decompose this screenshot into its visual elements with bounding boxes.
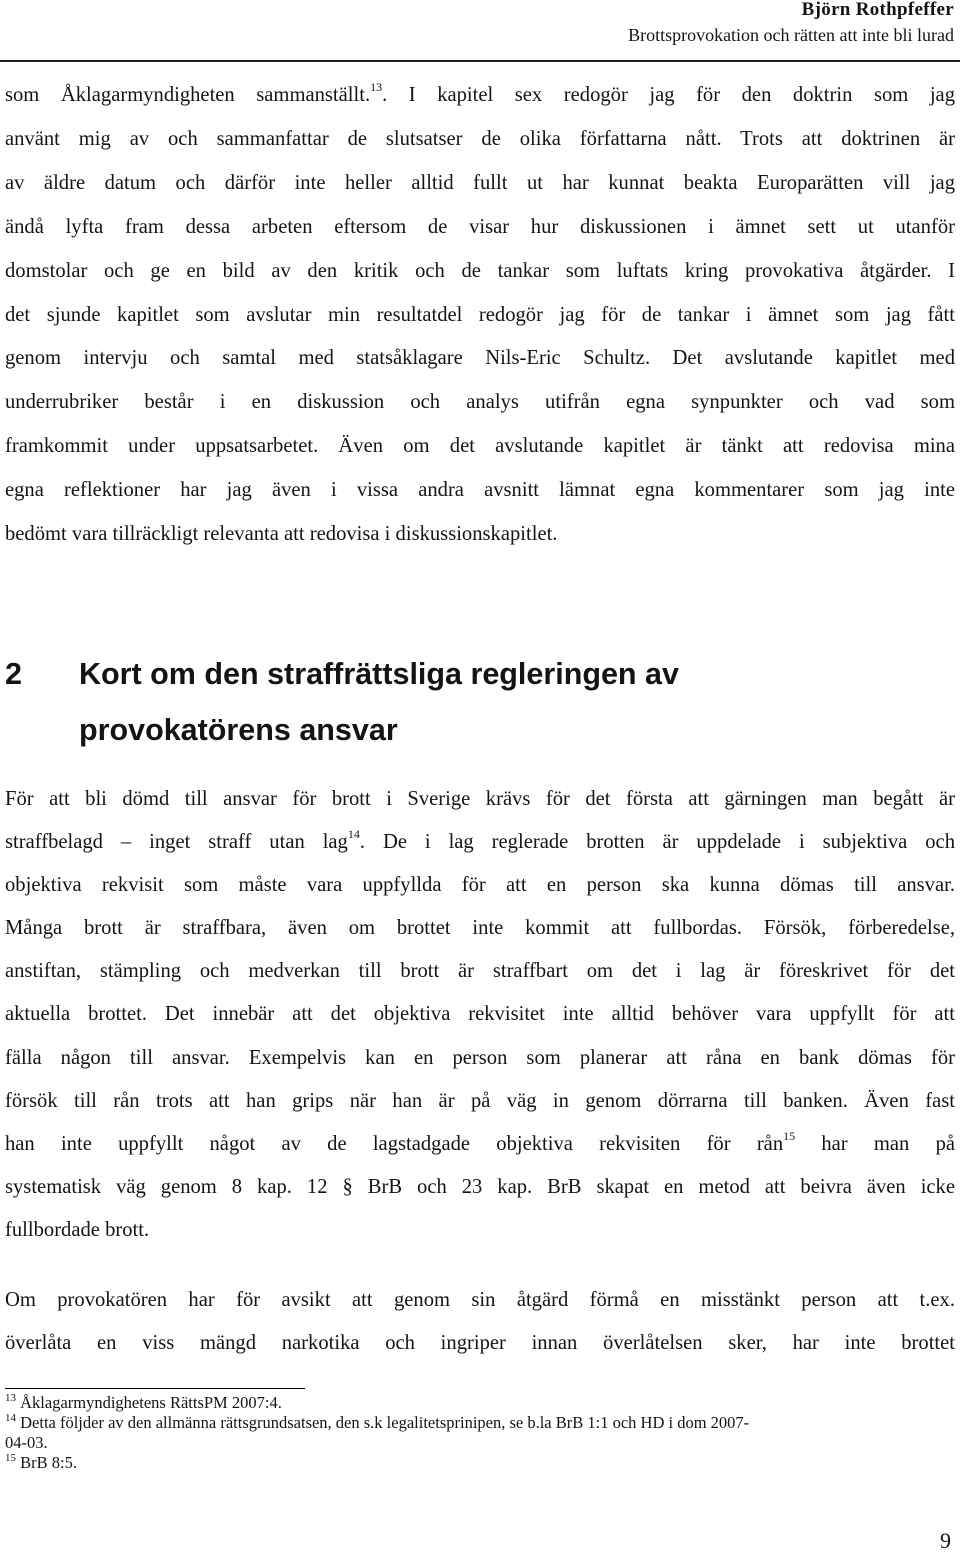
footnotes bbox=[5, 1393, 955, 1473]
text-line: domstolar och ge en bild av den kritik och de tankar som luftats kring provokativa åtgärder. I bbox=[5, 259, 955, 282]
text-line: objektiva rekvisit som måste vara uppfyllda för att en person ska kunna dömas till ansvar. bbox=[5, 874, 955, 897]
footnote-13: $^{13}$ Åklagarmyndighetens RättsPM 2007:4. bbox=[5, 1392, 282, 1412]
text-line: försök till rån trots att han grips när han är på väg in genom dörrarna till banken. Även fast bbox=[5, 1089, 955, 1112]
chapter-number: 2 bbox=[5, 657, 22, 691]
text-line: bedömt vara tillräckligt relevanta att redovisa i diskussionskapitlet. bbox=[5, 523, 558, 546]
running-header bbox=[628, 0, 954, 50]
text-line: fälla någon till ansvar. Exempelvis kan en person som planerar att råna en bank dömas för bbox=[5, 1046, 955, 1069]
text-line: det sjunde kapitlet som avslutar min resultatdel redogör jag för de tankar i ämnet som jag fått bbox=[5, 303, 955, 326]
footnote-separator bbox=[5, 1388, 305, 1389]
text-line: egna reflektioner har jag även i vissa andra avsnitt lämnat egna kommentarer som jag inte bbox=[5, 479, 955, 502]
text-line: systematisk väg genom 8 kap. 12 § BrB och 23 kap. BrB skapat en metod att beivra även icke bbox=[5, 1175, 955, 1198]
footnote-14: $^{14}$ Detta följder av den allmänna rättsgrundsatsen, den s.k legalitetsprinipen, se b.la BrB 1:1 och HD i dom 2007- bbox=[5, 1412, 750, 1432]
text-line: anstiftan, stämpling och medverkan till brott är straffbart om det i lag är föreskrivet för det bbox=[5, 960, 955, 983]
text-line: aktuella brottet. Det innebär att det objektiva rekvisitet inte alltid behöver vara uppfyllt för att bbox=[5, 1003, 955, 1026]
header-rule bbox=[0, 60, 960, 62]
chapter-title: Kort om den straffrättsliga regleringen av provokatörens ansvar bbox=[79, 657, 679, 747]
footnote-15: $^{15}$ BrB 8:5. bbox=[5, 1452, 77, 1472]
body-paragraph bbox=[5, 778, 955, 1252]
text-line: fullbordade brott. bbox=[5, 1218, 150, 1241]
text-line: underrubriker består i en diskussion och analys utifrån egna synpunkter och vad som bbox=[5, 391, 955, 414]
text-line: straffbelagd – inget straff utan lag$^{14}$. De i lag reglerade brotten är uppdelade i subjektiva och bbox=[5, 827, 955, 854]
body-paragraph bbox=[5, 1279, 955, 1365]
text-line: överlåta en viss mängd narkotika och ingriper innan överlåtelsen sker, har inte brottet bbox=[5, 1332, 955, 1354]
text-line: som Åklagarmyndigheten sammanställt.$^{13}$. I kapitel sex redogör jag för den doktrin som jag bbox=[5, 80, 955, 106]
header-author: Björn Rothpfeffer bbox=[801, 0, 954, 20]
page-number: 9 bbox=[940, 1528, 951, 1553]
footnote-ref: 13 bbox=[370, 80, 383, 94]
text-line: av äldre datum och därför inte heller alltid fullt ut har kunnat beakta Europarätten vill jag bbox=[5, 171, 955, 194]
intro-paragraph bbox=[5, 74, 955, 557]
text-line: Om provokatören har för avsikt att genom sin åtgärd förmå en misstänkt person att t.ex. bbox=[5, 1289, 955, 1311]
footnote-ref: 14 bbox=[347, 827, 360, 842]
footnote-ref: 15 bbox=[783, 1128, 796, 1143]
text-line: framkommit under uppsatsarbetet. Även om det avslutande kapitlet är tänkt att redovisa mina bbox=[5, 435, 955, 458]
text-line: han inte uppfyllt något av de lagstadgade objektiva rekvisiten för rån$^{15}$ har man på bbox=[5, 1128, 956, 1155]
footnote-14-continued: 04-03. bbox=[5, 1433, 48, 1452]
text-line: ändå lyfta fram dessa arbeten eftersom de visar hur diskussionen i ämnet sett ut utanför bbox=[5, 215, 955, 238]
header-title: Brottsprovokation och rätten att inte bli lurad bbox=[628, 25, 954, 45]
text-line: För att bli dömd till ansvar för brott i Sverige krävs för det första att gärningen man begått är bbox=[5, 788, 955, 810]
text-line: Många brott är straffbara, även om brottet inte kommit att fullbordas. Försök, förberedelse, bbox=[5, 917, 955, 940]
text-line: använt mig av och sammanfattar de slutsatser de olika författarna nått. Trots att doktrinen är bbox=[5, 127, 955, 150]
text-line: genom intervju och samtal med statsåklagare Nils-Eric Schultz. Det avslutande kapitlet med bbox=[5, 347, 955, 370]
